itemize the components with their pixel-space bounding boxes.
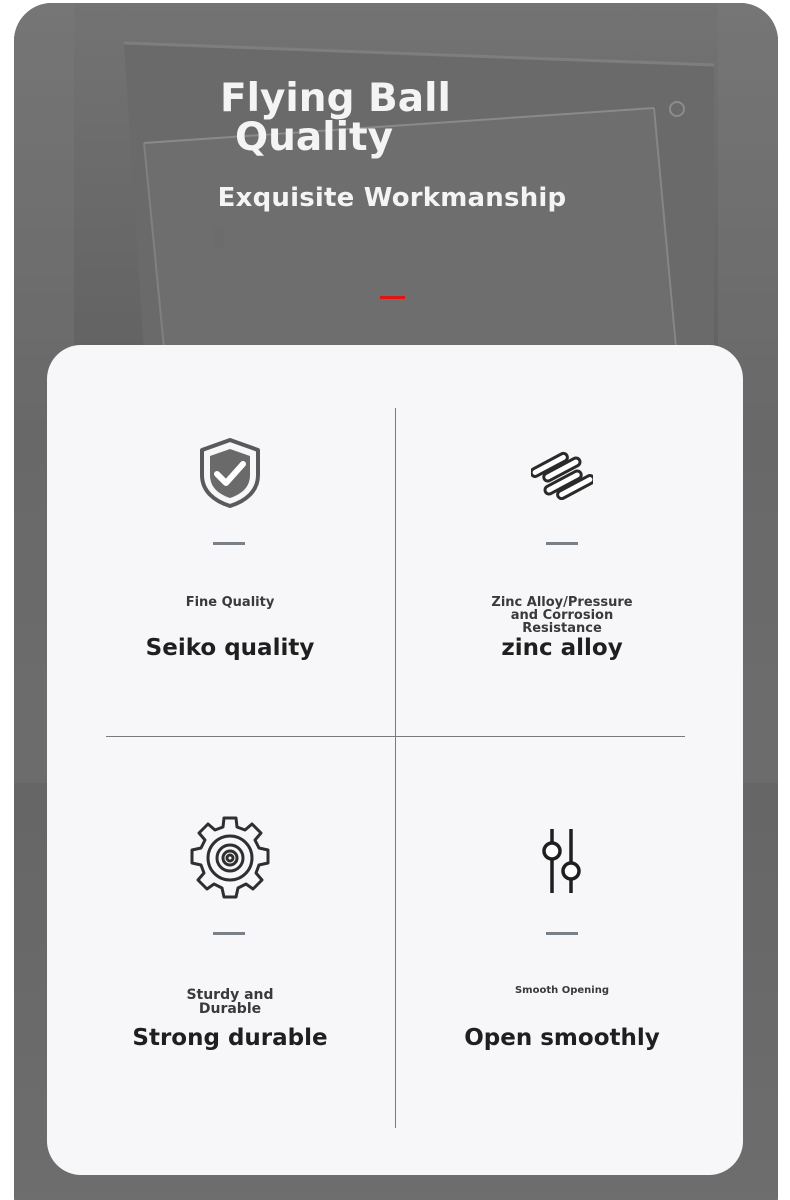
grid-vertical-divider	[395, 408, 396, 1128]
feature-label: Zinc Alloy/Pressure and Corrosion Resistance	[491, 595, 633, 636]
hero-subtitle: Exquisite Workmanship	[217, 183, 567, 213]
feature-title: Seiko quality	[145, 635, 315, 661]
hero-title	[220, 76, 451, 160]
feature-title: Strong durable	[132, 1025, 328, 1051]
feature-label: Fine Quality	[185, 595, 275, 610]
hero-title-line2: Quality	[235, 115, 394, 160]
accent-divider	[380, 296, 405, 299]
feature-title: zinc alloy	[501, 635, 623, 661]
feature-card-material	[397, 345, 727, 735]
gear-icon	[65, 815, 395, 901]
feature-label: Sturdy and Durable	[186, 987, 274, 1017]
feature-divider	[213, 542, 245, 545]
hero-title-line1: Flying Ball	[220, 76, 451, 121]
slider-controls-icon	[397, 827, 727, 895]
zinc-bars-icon	[397, 448, 727, 500]
feature-divider	[213, 932, 245, 935]
feature-title: Open smoothly	[464, 1025, 660, 1051]
feature-panel	[47, 345, 743, 1175]
shield-check-icon	[65, 437, 395, 509]
feature-divider	[546, 932, 578, 935]
feature-divider	[546, 542, 578, 545]
feature-card-durability	[65, 737, 395, 1127]
feature-card-smooth	[397, 737, 727, 1127]
feature-card-quality	[65, 345, 395, 735]
hero-background	[14, 3, 778, 1200]
feature-label: Smooth Opening	[514, 985, 609, 996]
